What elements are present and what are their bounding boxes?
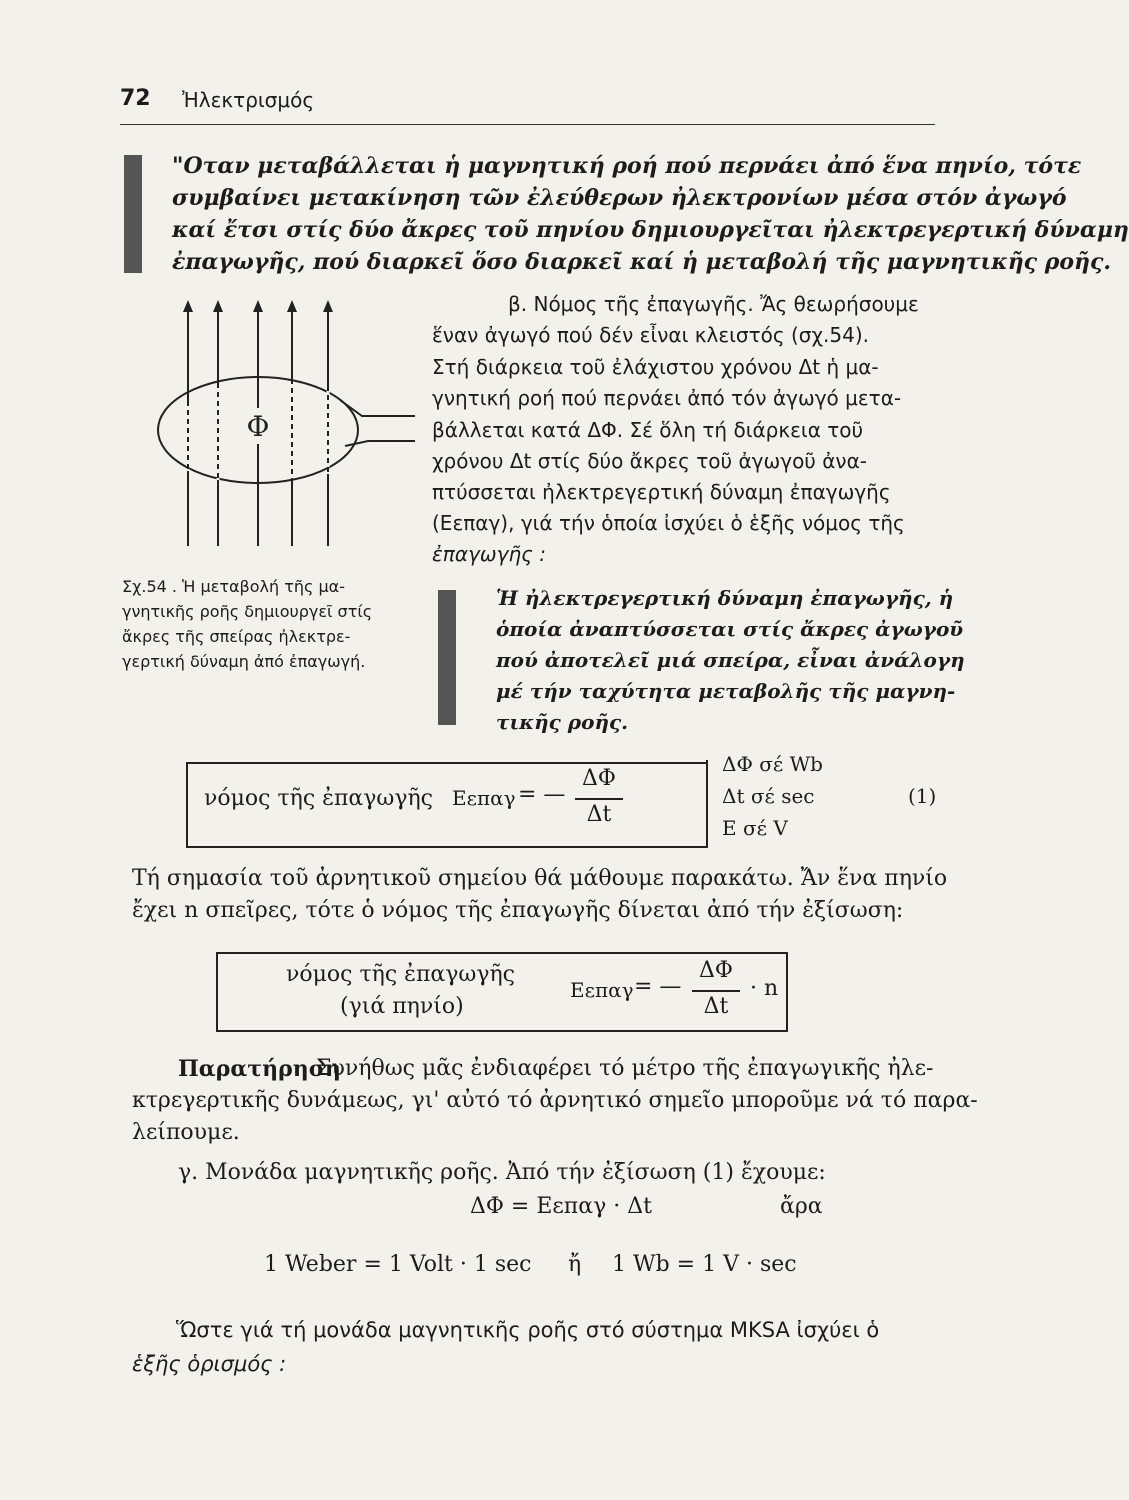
intro-line: συμβαίνει μετακίνηση τῶν ἐλεύθερων ἠλεκτρονίων μέσα στόν ἀγωγό xyxy=(172,185,1067,211)
law-line: μέ τήν ταχύτητα μεταβολῆς τῆς μαγνη- xyxy=(496,679,956,703)
note-line: Συνήθως μᾶς ἐνδιαφέρει τό μέτρο τῆς ἐπαγωγικῆς ἠλε- xyxy=(316,1056,934,1081)
section-b-line: ἐπαγωγῆς : xyxy=(432,542,546,566)
paragraph-line: ἔχει n σπεῖρες, τότε ὁ νόμος τῆς ἐπαγωγῆς δίνεται ἀπό τήν ἐξίσωση: xyxy=(132,898,904,923)
units-equation-right: 1 Wb = 1 V · sec xyxy=(612,1252,797,1277)
section-b-line: ἕναν ἀγωγό πού δέν εἶναι κλειστός (σχ.54). xyxy=(432,323,869,347)
law-line: πού ἀποτελεῖ μιά σπείρα, εἶναι ἀνάλογη xyxy=(496,648,965,672)
formula-1-numerator: ΔΦ xyxy=(582,766,616,791)
field-arrows xyxy=(183,300,333,312)
formula-2-label: (γιά πηνίο) xyxy=(340,994,464,1019)
figure-caption-line: γνητικῆς ροῆς δημιουργεῖ στίς xyxy=(122,602,373,621)
formula-1-unit: E σέ V xyxy=(722,816,788,840)
margin-bar xyxy=(438,590,456,725)
intro-line: "Οταν μεταβάλλεται ἡ μαγνητική ροή πού περνάει ἀπό ἕνα πηνίο, τότε xyxy=(172,153,1082,179)
law-line: ὁποία ἀναπτύσσεται στίς ἄκρες ἀγωγοῦ xyxy=(496,617,964,641)
coil-lead-top xyxy=(340,400,415,416)
formula-1-denominator: Δt xyxy=(586,802,612,827)
coil-figure xyxy=(140,296,430,556)
formula-1-unit: ΔΦ σέ Wb xyxy=(722,752,823,776)
formula-2-denominator: Δt xyxy=(703,994,729,1019)
law-line: Ἡ ἠλεκτρεγερτική δύναμη ἐπαγωγῆς, ἡ xyxy=(496,586,954,610)
formula-1-unit: Δt σέ sec xyxy=(722,784,815,808)
section-c-equation: ΔΦ = Εεπαγ · Δt xyxy=(470,1194,652,1219)
section-c-ara: ἄρα xyxy=(780,1194,823,1219)
formula-1-label: νόμος τῆς ἐπαγωγῆς xyxy=(204,786,434,811)
section-b-line: γνητική ροή πού περνάει ἀπό τόν ἀγωγό μετα- xyxy=(432,386,902,410)
figure-caption-line: ἄκρες τῆς σπείρας ἠλεκτρε- xyxy=(122,627,351,646)
formula-2-tail: · n xyxy=(750,976,779,1001)
section-c-heading: γ. Μονάδα μαγνητικῆς ροῆς. Ἀπό τήν ἐξίσωση (1) ἔχουμε: xyxy=(178,1160,826,1185)
note-label: Παρατήρηση xyxy=(178,1056,341,1082)
section-b-line: (Εεπαγ), γιά τήν ὁποία ἰσχύει ὁ ἑξῆς νόμος τῆς xyxy=(432,511,905,535)
figure-caption-line: Σχ.54 . Ἡ μεταβολή τῆς μα- xyxy=(122,577,345,596)
formula-1-brace xyxy=(706,760,708,848)
units-equation-left: 1 Weber = 1 Volt · 1 sec xyxy=(264,1252,532,1277)
section-b-line: πτύσσεται ἠλεκτρεγερτική δύναμη ἐπαγωγῆς xyxy=(432,480,891,504)
formula-1-lhs: Εεπαγ xyxy=(452,786,516,810)
paragraph-line: Τή σημασία τοῦ ἀρνητικοῦ σημείου θά μάθουμε παρακάτω. Ἄν ἕνα πηνίο xyxy=(132,866,948,891)
chapter-title: Ἠλεκτρισμός xyxy=(182,88,315,112)
formula-2-lhs: Εεπαγ xyxy=(570,978,634,1002)
margin-bar xyxy=(124,155,142,273)
page-number: 72 xyxy=(120,86,151,111)
flux-symbol: Φ xyxy=(246,410,270,443)
closing-line: Ὥστε γιά τή μονάδα μαγνητικῆς ροῆς στό σύστημα MKSA ἰσχύει ὁ xyxy=(176,1318,880,1342)
units-equation-or: ἤ xyxy=(568,1252,582,1277)
note-line: λείπουμε. xyxy=(132,1120,240,1145)
formula-1-number: (1) xyxy=(908,784,937,808)
section-b-line: Στή διάρκεια τοῦ ἐλάχιστου χρόνου Δt ἡ μα- xyxy=(432,355,879,379)
figure-caption-line: γερτική δύναμη ἀπό ἐπαγωγή. xyxy=(122,652,366,671)
formula-1-equals: = — xyxy=(518,782,566,807)
formula-2-label: νόμος τῆς ἐπαγωγῆς xyxy=(286,962,516,987)
law-line: τικῆς ροῆς. xyxy=(496,710,629,734)
note-line: κτρεγερτικῆς δυνάμεως, γι' αὐτό τό ἀρνητικό σημεῖο μποροῦμε νά τό παρα- xyxy=(132,1088,978,1113)
section-b-line: β. Νόμος τῆς ἐπαγωγῆς. Ἄς θεωρήσουμε xyxy=(508,292,919,316)
intro-line: ἐπαγωγῆς, πού διαρκεῖ ὅσο διαρκεῖ καί ἡ μεταβολή τῆς μαγνητικῆς ροῆς. xyxy=(172,249,1112,275)
formula-1-fraction-bar xyxy=(575,798,623,800)
section-b-line: χρόνου Δt στίς δύο ἄκρες τοῦ ἀγωγοῦ ἀνα- xyxy=(432,449,867,473)
formula-2-equals: = — xyxy=(634,974,682,999)
closing-line: ἑξῆς ὁρισμός : xyxy=(132,1352,287,1376)
formula-2-fraction-bar xyxy=(692,990,740,992)
header-rule xyxy=(120,124,935,125)
intro-line: καί ἔτσι στίς δύο ἄκρες τοῦ πηνίου δημιουργεῖται ἠλεκτρεγερτική δύναμη xyxy=(172,217,1129,243)
section-b-line: βάλλεται κατά ΔΦ. Σέ ὅλη τή διάρκεια τοῦ xyxy=(432,418,864,442)
formula-2-numerator: ΔΦ xyxy=(699,958,733,983)
